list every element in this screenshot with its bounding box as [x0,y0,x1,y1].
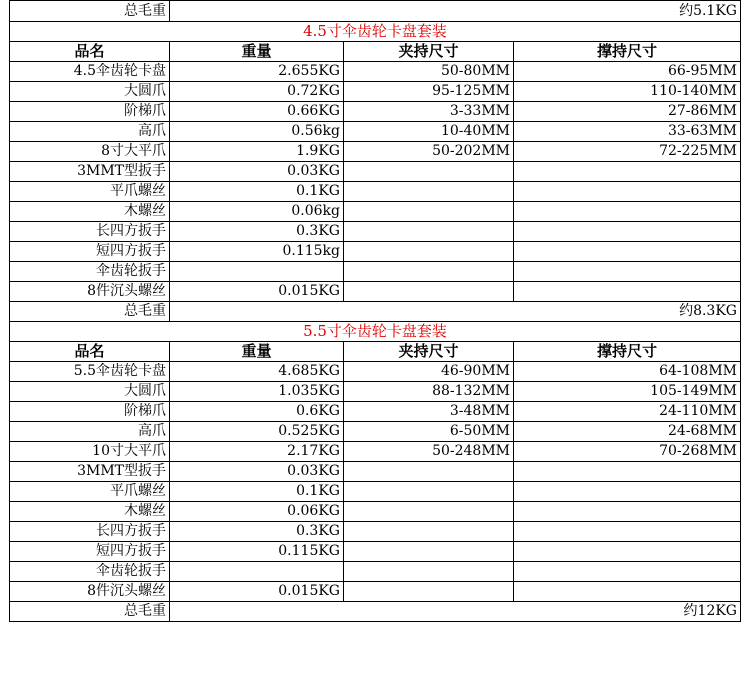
cell-weight: 0.3KG [170,522,344,542]
cell-supporting-size [514,502,741,522]
spec-table [9,0,741,622]
header-weight: 重量 [170,342,344,362]
cell-product-name: 8寸大平爪 [10,142,170,162]
table-row [10,402,741,422]
cell-product-name: 高爪 [10,422,170,442]
total-weight-row [10,302,741,322]
cell-product-name: 长四方扳手 [10,222,170,242]
cell-supporting-size [514,582,741,602]
cell-clamping-size: 50-80MM [344,62,514,82]
cell-product-name: 平爪螺丝 [10,182,170,202]
cell-supporting-size: 70-268MM [514,442,741,462]
total-weight-row [10,602,741,622]
header-supporting-size: 撑持尺寸 [514,42,741,62]
table-row [10,242,741,262]
cell-supporting-size [514,202,741,222]
cell-weight: 0.1KG [170,482,344,502]
section-header-row [10,42,741,62]
table-row [10,262,741,282]
cell-clamping-size: 10-40MM [344,122,514,142]
cell-weight: 4.685KG [170,362,344,382]
cell-weight: 1.9KG [170,142,344,162]
table-row [10,282,741,302]
cell-weight: 0.015KG [170,582,344,602]
table-row [10,502,741,522]
cell-product-name: 长四方扳手 [10,522,170,542]
cell-clamping-size: 95-125MM [344,82,514,102]
table-row [10,522,741,542]
cell-supporting-size: 72-225MM [514,142,741,162]
cell-supporting-size: 105-149MM [514,382,741,402]
cell-weight: 0.015KG [170,282,344,302]
header-clamping-size: 夹持尺寸 [344,42,514,62]
cell-product-name: 5.5伞齿轮卡盘 [10,362,170,382]
cell-supporting-size [514,462,741,482]
section-title-row [10,22,741,42]
header-weight: 重量 [170,42,344,62]
cell-clamping-size: 88-132MM [344,382,514,402]
cell-product-name: 3MMT型扳手 [10,462,170,482]
cell-product-name: 阶梯爪 [10,102,170,122]
cell-weight: 2.655KG [170,62,344,82]
cell-clamping-size [344,282,514,302]
cell-weight: 0.3KG [170,222,344,242]
cell-weight: 0.72KG [170,82,344,102]
cell-clamping-size [344,262,514,282]
cell-weight: 0.1KG [170,182,344,202]
cell-weight: 0.66KG [170,102,344,122]
section-title: 5.5寸伞齿轮卡盘套装 [10,322,741,342]
cell-clamping-size [344,482,514,502]
cell-supporting-size [514,542,741,562]
cell-clamping-size [344,582,514,602]
cell-supporting-size [514,242,741,262]
total-weight-row-top [10,1,741,22]
table-row [10,142,741,162]
table-row [10,62,741,82]
cell-clamping-size: 50-248MM [344,442,514,462]
total-weight-value: 约8.3KG [170,302,741,322]
cell-supporting-size [514,562,741,582]
cell-supporting-size: 64-108MM [514,362,741,382]
cell-clamping-size [344,542,514,562]
cell-clamping-size [344,202,514,222]
table-row [10,102,741,122]
cell-clamping-size: 50-202MM [344,142,514,162]
table-row [10,482,741,502]
cell-weight: 1.035KG [170,382,344,402]
cell-supporting-size: 66-95MM [514,62,741,82]
table-row [10,422,741,442]
cell-supporting-size: 24-68MM [514,422,741,442]
cell-weight: 0.03KG [170,462,344,482]
table-row [10,442,741,462]
cell-product-name: 3MMT型扳手 [10,162,170,182]
cell-clamping-size [344,562,514,582]
cell-supporting-size: 27-86MM [514,102,741,122]
cell-clamping-size: 6-50MM [344,422,514,442]
table-row [10,182,741,202]
cell-clamping-size [344,462,514,482]
table-row [10,202,741,222]
cell-weight [170,562,344,582]
cell-weight: 0.06kg [170,202,344,222]
total-weight-label: 总毛重 [10,1,170,22]
section-title-row [10,322,741,342]
cell-product-name: 8件沉头螺丝 [10,582,170,602]
cell-clamping-size: 46-90MM [344,362,514,382]
table-row [10,582,741,602]
cell-product-name: 平爪螺丝 [10,482,170,502]
total-weight-value: 约12KG [170,602,741,622]
header-product-name: 品名 [10,42,170,62]
cell-weight: 2.17KG [170,442,344,462]
cell-supporting-size: 110-140MM [514,82,741,102]
cell-supporting-size [514,482,741,502]
cell-product-name: 高爪 [10,122,170,142]
cell-supporting-size: 33-63MM [514,122,741,142]
table-row [10,462,741,482]
table-row [10,562,741,582]
cell-product-name: 10寸大平爪 [10,442,170,462]
table-row [10,382,741,402]
table-row [10,542,741,562]
cell-product-name: 8件沉头螺丝 [10,282,170,302]
cell-supporting-size [514,262,741,282]
cell-product-name: 大圆爪 [10,82,170,102]
header-supporting-size: 撑持尺寸 [514,342,741,362]
cell-supporting-size [514,522,741,542]
cell-weight: 0.525KG [170,422,344,442]
cell-clamping-size [344,162,514,182]
cell-product-name: 伞齿轮扳手 [10,262,170,282]
spec-sheet [9,0,740,622]
cell-supporting-size [514,282,741,302]
spec-table-body [10,1,741,622]
cell-product-name: 木螺丝 [10,202,170,222]
cell-weight [170,262,344,282]
cell-product-name: 伞齿轮扳手 [10,562,170,582]
cell-clamping-size [344,222,514,242]
table-row [10,362,741,382]
section-title: 4.5寸伞齿轮卡盘套装 [10,22,741,42]
cell-product-name: 大圆爪 [10,382,170,402]
cell-weight: 0.03KG [170,162,344,182]
cell-clamping-size [344,242,514,262]
cell-product-name: 短四方扳手 [10,542,170,562]
table-row [10,162,741,182]
cell-weight: 0.6KG [170,402,344,422]
cell-weight: 0.56kg [170,122,344,142]
cell-clamping-size [344,522,514,542]
table-row [10,122,741,142]
total-weight-label: 总毛重 [10,602,170,622]
total-weight-label: 总毛重 [10,302,170,322]
cell-product-name: 短四方扳手 [10,242,170,262]
cell-clamping-size [344,502,514,522]
table-row [10,82,741,102]
header-product-name: 品名 [10,342,170,362]
cell-weight: 0.06KG [170,502,344,522]
cell-clamping-size: 3-33MM [344,102,514,122]
cell-supporting-size [514,162,741,182]
total-weight-value: 约5.1KG [170,1,741,22]
cell-weight: 0.115KG [170,542,344,562]
cell-supporting-size: 24-110MM [514,402,741,422]
cell-product-name: 木螺丝 [10,502,170,522]
cell-clamping-size: 3-48MM [344,402,514,422]
cell-weight: 0.115kg [170,242,344,262]
section-header-row [10,342,741,362]
cell-clamping-size [344,182,514,202]
cell-product-name: 4.5伞齿轮卡盘 [10,62,170,82]
header-clamping-size: 夹持尺寸 [344,342,514,362]
table-row [10,222,741,242]
cell-product-name: 阶梯爪 [10,402,170,422]
cell-supporting-size [514,222,741,242]
cell-supporting-size [514,182,741,202]
